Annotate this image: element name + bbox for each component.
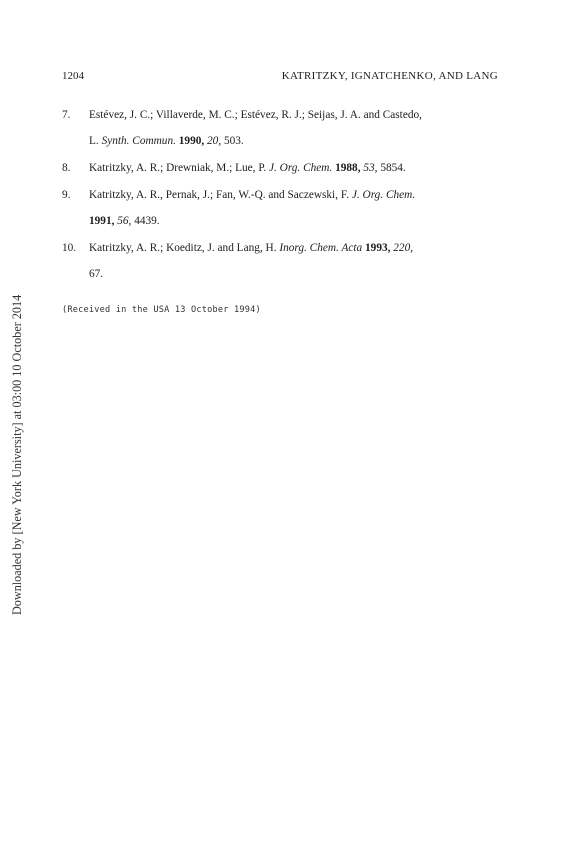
reference-pages: 5854.	[380, 162, 406, 174]
reference-authors: Katritzky, A. R., Pernak, J.; Fan, W.-Q. and Saczewski, F.	[89, 189, 350, 201]
page-number: 1204	[62, 70, 84, 82]
reference-year: 1990,	[178, 135, 205, 147]
reference-item	[62, 156, 502, 181]
reference-volume: 56,	[117, 215, 132, 227]
reference-volume: 20,	[207, 135, 222, 147]
reference-line	[89, 236, 502, 261]
reference-number: 9.	[62, 189, 71, 201]
reference-line	[89, 129, 502, 154]
reference-pages: 503.	[223, 135, 244, 147]
reference-number: 10.	[62, 242, 77, 254]
reference-authors: L.	[89, 135, 99, 147]
reference-year: 1988,	[335, 162, 361, 174]
reference-text	[89, 236, 502, 287]
reference-pages: 67.	[89, 268, 104, 280]
side-watermark-text: Downloaded by [New York University] at 03:00 10 October 2014	[10, 294, 24, 615]
reference-text	[89, 156, 502, 181]
reference-line	[89, 156, 502, 181]
reference-list	[62, 103, 502, 289]
running-head: KATRITZKY, IGNATCHENKO, AND LANG	[281, 70, 498, 82]
reference-authors: Katritzky, A. R.; Drewniak, M.; Lue, P.	[89, 162, 267, 174]
reference-text	[89, 183, 502, 234]
reference-journal: Synth. Commun.	[101, 135, 176, 147]
reference-item	[62, 236, 502, 287]
reference-volume: 220,	[393, 242, 414, 254]
reference-line	[89, 262, 502, 287]
reference-journal: Inorg. Chem. Acta	[279, 242, 363, 254]
reference-line	[89, 209, 502, 234]
reference-volume: 53,	[363, 162, 378, 174]
reference-number: 8.	[62, 162, 71, 174]
reference-authors: Estévez, J. C.; Villaverde, M. C.; Estévez, R. J.; Seijas, J. A. and Castedo,	[89, 109, 422, 121]
reference-line	[89, 103, 502, 128]
reference-item	[62, 103, 502, 154]
reference-year: 1991,	[89, 215, 115, 227]
reference-authors: Katritzky, A. R.; Koeditz, J. and Lang, H.	[89, 242, 277, 254]
reference-journal: J. Org. Chem.	[269, 162, 333, 174]
received-note: (Received in the USA 13 October 1994)	[62, 305, 261, 315]
reference-number: 7.	[62, 109, 71, 121]
reference-pages: 4439.	[134, 215, 160, 227]
reference-text	[89, 103, 502, 154]
reference-line	[89, 183, 502, 208]
reference-year: 1993,	[365, 242, 391, 254]
reference-journal: J. Org. Chem.	[351, 189, 416, 201]
reference-item	[62, 183, 502, 234]
